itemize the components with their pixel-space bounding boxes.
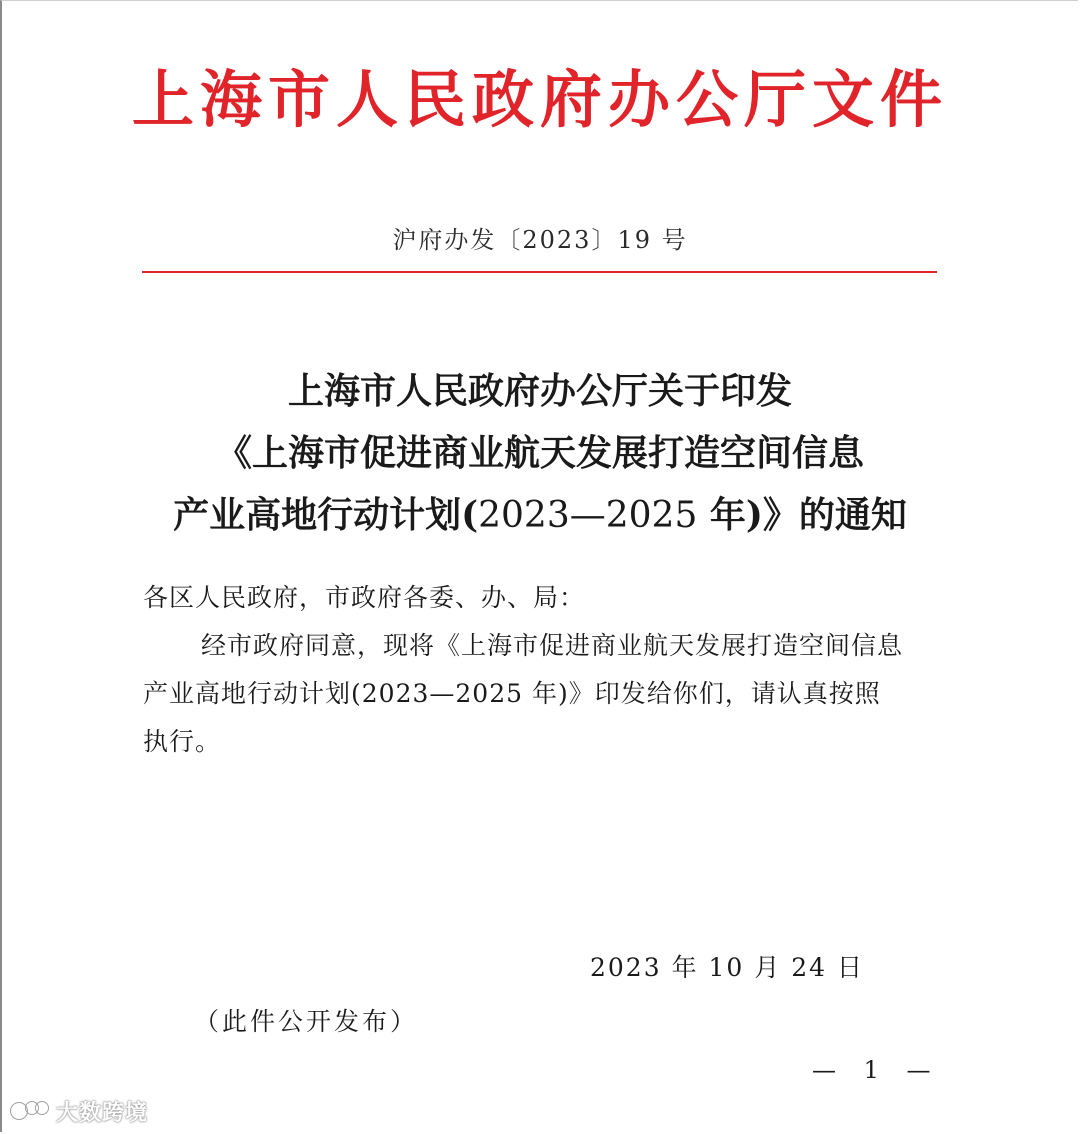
salutation: 各区人民政府，市政府各委、办、局： — [143, 583, 586, 612]
issue-date: 2023 年 10 月 24 日 — [590, 953, 864, 982]
notice-title-line-1: 上海市人民政府办公厅关于印发 — [287, 370, 792, 412]
body-line-2: 产业高地行动计划(2023—2025 年)》印发给你们，请认真按照 — [143, 679, 881, 708]
watermark-text: 大数跨境 — [56, 1100, 149, 1126]
notice-title-line-2: 《上海市促进商业航天发展打造空间信息 — [215, 432, 864, 474]
body-paragraph — [143, 622, 943, 766]
public-release-note: （此件公开发布） — [194, 1007, 419, 1036]
document-number: 沪府办发〔2023〕19 号 — [392, 226, 688, 254]
notice-title-line-3-a: 产业高地行动计划( — [173, 494, 479, 536]
notice-title-years: 2023—2025 — [478, 495, 698, 536]
red-divider — [142, 271, 937, 273]
page-number: — 1 — — [812, 1056, 941, 1084]
notice-title — [0, 360, 1080, 547]
notice-title-line-3 — [0, 484, 1080, 547]
notice-title-line-3-c: 年)》的通知 — [697, 494, 907, 536]
logo-icon — [10, 1098, 50, 1124]
header-title: 上海市人民政府办公厅文件 — [131, 63, 948, 136]
body-line-3: 执行。 — [143, 727, 222, 756]
body-line-1: 经市政府同意，现将《上海市促进商业航天发展打造空间信息 — [201, 631, 904, 660]
watermark — [10, 1096, 148, 1126]
